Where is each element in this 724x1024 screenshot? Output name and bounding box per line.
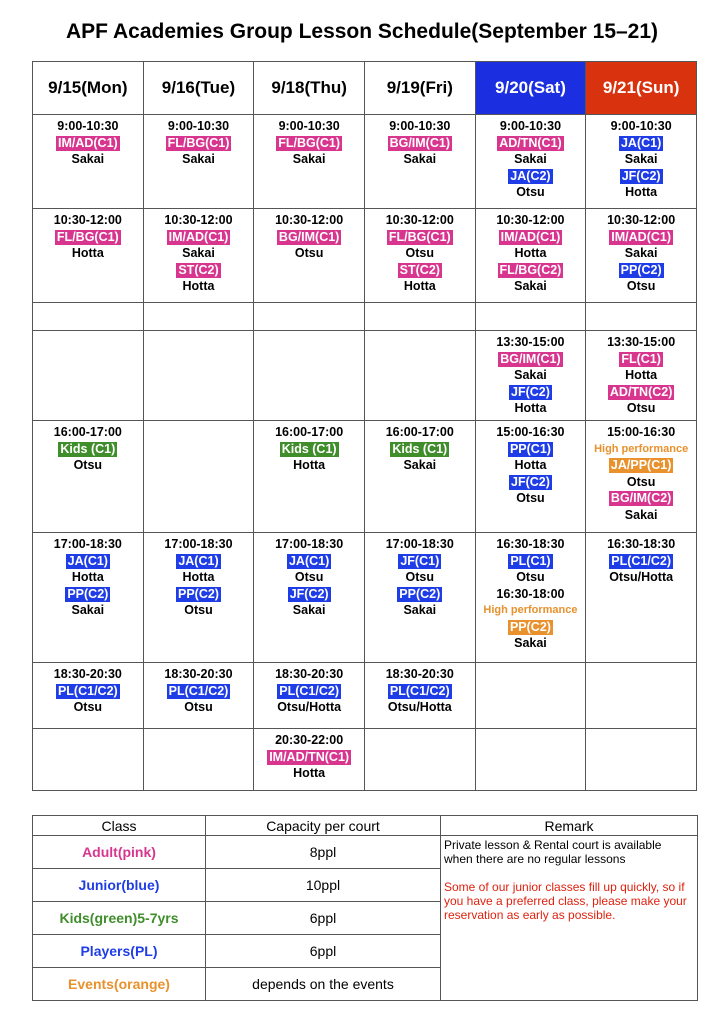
instructor-name: Otsu xyxy=(73,700,103,714)
schedule-cell xyxy=(33,115,144,209)
instructor-name: Hotta xyxy=(403,279,436,293)
class-badge: PP(C2) xyxy=(620,262,662,277)
class-badge: JF(C2) xyxy=(289,586,329,601)
legend-class: Events(orange) xyxy=(33,968,206,1001)
class-badge-row xyxy=(476,384,586,401)
lesson-time: 13:30-15:00 xyxy=(607,335,676,349)
schedule-cell xyxy=(33,209,144,303)
instructor-name: Otsu/Hotta xyxy=(387,700,452,714)
class-badge: IM/AD(C1) xyxy=(57,135,118,150)
class-badge-row xyxy=(586,384,696,401)
class-badge: PL(C1/C2) xyxy=(389,683,450,698)
class-badge-row xyxy=(254,683,364,700)
instructor-name: Otsu xyxy=(626,401,656,415)
lesson-time: 9:00-10:30 xyxy=(499,119,562,133)
instructor-name: Sakai xyxy=(514,279,547,293)
schedule-cell xyxy=(475,421,586,533)
class-badge-row xyxy=(586,135,696,152)
schedule-cell xyxy=(254,115,365,209)
class-badge-row xyxy=(476,229,586,246)
day-header: 9/15(Mon) xyxy=(33,62,144,115)
legend-remark xyxy=(441,836,698,1001)
class-badge-row xyxy=(476,351,586,368)
schedule-cell xyxy=(254,729,365,791)
class-badge: JA(C1) xyxy=(67,553,108,568)
day-header: 9/16(Tue) xyxy=(143,62,254,115)
instructor-name: Hotta xyxy=(71,246,104,260)
schedule-cell xyxy=(586,421,697,533)
legend-table xyxy=(32,815,698,1001)
instructor-name: Sakai xyxy=(403,152,437,166)
class-badge: PL(C1/C2) xyxy=(611,553,671,568)
instructor-name: Sakai xyxy=(292,152,326,166)
class-badge: IM/AD(C1) xyxy=(168,229,229,244)
class-badge-row xyxy=(476,553,586,570)
schedule-cell xyxy=(143,729,254,791)
class-badge: PL(C1) xyxy=(510,553,551,568)
instructor-name: Otsu/Hotta xyxy=(277,700,342,714)
class-badge-row xyxy=(586,351,696,368)
lesson-time: 9:00-10:30 xyxy=(167,119,230,133)
instructor-name: Hotta xyxy=(182,570,215,584)
instructor-name: Sakai xyxy=(403,458,437,472)
lesson-time: 16:30-18:30 xyxy=(496,537,565,551)
class-badge-row xyxy=(33,135,143,152)
legend-class: Adult(pink) xyxy=(33,836,206,869)
class-badge-row xyxy=(254,229,364,246)
lesson-time: 13:30-15:00 xyxy=(496,335,565,349)
class-badge: FL(C1) xyxy=(621,351,661,366)
legend-capacity: 8ppl xyxy=(206,836,441,869)
class-badge-row xyxy=(476,135,586,152)
event-note: High performance xyxy=(594,442,689,455)
lesson-time: 16:30-18:00 xyxy=(496,586,565,601)
class-badge: IM/AD(C1) xyxy=(500,229,561,244)
class-badge-row xyxy=(144,553,254,570)
class-badge: PP(C2) xyxy=(399,586,441,601)
lesson-time: 9:00-10:30 xyxy=(57,119,119,133)
instructor-name: Otsu xyxy=(405,246,435,260)
class-badge: JA(C2) xyxy=(510,168,551,183)
lesson-time: 17:00-18:30 xyxy=(385,537,454,551)
schedule-cell xyxy=(475,209,586,303)
class-badge: PL(C1/C2) xyxy=(57,683,118,698)
class-badge-row xyxy=(254,586,364,603)
lesson-time: 10:30-12:00 xyxy=(275,213,344,227)
class-badge-row xyxy=(144,135,254,152)
instructor-name: Otsu xyxy=(516,185,545,199)
instructor-name: Sakai xyxy=(624,246,658,260)
instructor-name: Otsu xyxy=(184,603,213,617)
class-badge: AD/TN(C2) xyxy=(609,384,673,399)
schedule-cell xyxy=(586,663,697,729)
class-badge: ST(C2) xyxy=(399,262,440,277)
class-badge: BG/IM(C1) xyxy=(389,135,450,150)
remark-junior-warning: Some of our junior classes fill up quickly, so if you have a preferred class, please make your reservation as early as possible. xyxy=(444,880,687,922)
class-badge: BG/IM(C1) xyxy=(278,229,340,244)
class-badge-row xyxy=(254,749,364,766)
class-badge: JA(C1) xyxy=(620,135,662,150)
legend-capacity: 10ppl xyxy=(206,869,441,902)
schedule-cell xyxy=(254,533,365,663)
schedule-row xyxy=(33,533,697,663)
class-badge: PL(C1/C2) xyxy=(279,683,339,698)
lesson-time: 10:30-12:00 xyxy=(607,213,676,227)
class-badge: FL/BG(C1) xyxy=(167,135,230,150)
instructor-name: Hotta xyxy=(514,401,547,415)
instructor-name: Otsu xyxy=(626,279,656,293)
class-badge: FL/BG(C1) xyxy=(56,229,119,244)
schedule-cell xyxy=(475,115,586,209)
class-badge: JA(C1) xyxy=(288,553,330,568)
legend-header: Class xyxy=(33,816,206,836)
class-badge: Kids (C1) xyxy=(281,441,337,456)
instructor-name: Hotta xyxy=(625,368,658,382)
schedule-cell xyxy=(143,115,254,209)
lesson-time: 16:00-17:00 xyxy=(385,425,454,439)
instructor-name: Sakai xyxy=(292,603,326,617)
class-badge: FL/BG(C2) xyxy=(499,262,562,277)
lesson-time: 18:30-20:30 xyxy=(385,667,454,681)
class-badge-row xyxy=(476,441,586,458)
schedule-cell xyxy=(364,331,475,421)
instructor-name: Sakai xyxy=(514,368,547,382)
lesson-time: 10:30-12:00 xyxy=(53,213,122,227)
class-badge-row xyxy=(144,586,254,603)
instructor-name: Otsu/Hotta xyxy=(609,570,674,584)
schedule-body xyxy=(33,115,697,791)
class-badge-row xyxy=(365,683,475,700)
class-badge-row xyxy=(254,135,364,152)
day-header-row xyxy=(33,62,697,115)
schedule-cell xyxy=(475,663,586,729)
schedule-cell xyxy=(143,421,254,533)
instructor-name: Sakai xyxy=(624,152,658,166)
instructor-name: Otsu xyxy=(294,570,324,584)
class-badge-row xyxy=(365,586,475,603)
class-badge: PP(C1) xyxy=(509,441,551,456)
lesson-time: 17:00-18:30 xyxy=(164,537,233,551)
schedule-row xyxy=(33,421,697,533)
class-badge: JF(C1) xyxy=(400,553,440,568)
lesson-time: 10:30-12:00 xyxy=(385,213,454,227)
schedule-cell xyxy=(586,729,697,791)
schedule-cell xyxy=(254,209,365,303)
legend-row xyxy=(33,836,698,869)
legend-capacity: depends on the events xyxy=(206,968,441,1001)
lesson-time: 18:30-20:30 xyxy=(164,667,233,681)
class-badge: JF(C2) xyxy=(621,168,661,183)
instructor-name: Hotta xyxy=(182,279,215,293)
class-badge: PL(C1/C2) xyxy=(168,683,229,698)
class-badge: BG/IM(C1) xyxy=(500,351,561,366)
lesson-time: 15:00-16:30 xyxy=(607,425,676,439)
lesson-time: 16:30-18:30 xyxy=(607,537,676,551)
class-badge-row xyxy=(476,262,586,279)
lesson-time: 20:30-22:00 xyxy=(275,733,344,747)
class-badge: Kids (C1) xyxy=(60,441,116,456)
schedule-row xyxy=(33,331,697,421)
instructor-name: Otsu xyxy=(626,474,656,489)
class-badge-row xyxy=(33,683,143,700)
schedule-cell xyxy=(475,303,586,331)
instructor-name: Otsu xyxy=(516,570,545,584)
schedule-row xyxy=(33,663,697,729)
day-header-saturday: 9/20(Sat) xyxy=(475,62,586,115)
lesson-time: 18:30-20:30 xyxy=(53,667,122,681)
class-badge: FL/BG(C1) xyxy=(278,135,341,150)
day-header: 9/18(Thu) xyxy=(254,62,365,115)
lesson-time: 9:00-10:30 xyxy=(610,119,672,133)
schedule-cell xyxy=(254,421,365,533)
class-badge: AD/TN(C1) xyxy=(499,135,562,150)
instructor-name: Hotta xyxy=(71,570,104,584)
schedule-cell xyxy=(33,421,144,533)
legend-header-row xyxy=(33,816,698,836)
class-badge-row xyxy=(476,474,586,491)
page-title: APF Academies Group Lesson Schedule(September 15–21) xyxy=(65,20,659,43)
schedule-cell xyxy=(475,331,586,421)
lesson-time: 10:30-12:00 xyxy=(164,213,233,227)
schedule-cell xyxy=(364,421,475,533)
class-badge: JA/PP(C1) xyxy=(610,458,672,472)
schedule-cell xyxy=(143,533,254,663)
class-badge-row xyxy=(254,441,364,458)
class-badge-row xyxy=(586,553,696,570)
lesson-time: 9:00-10:30 xyxy=(278,119,340,133)
instructor-name: Otsu xyxy=(184,700,213,714)
schedule-cell xyxy=(364,303,475,331)
schedule-cell xyxy=(475,533,586,663)
instructor-name: Hotta xyxy=(625,185,658,199)
instructor-name: Hotta xyxy=(514,458,547,472)
class-badge-row xyxy=(586,168,696,185)
remark-availability: Private lesson & Rental court is available when there are no regular lessons xyxy=(444,838,662,866)
schedule-table xyxy=(32,61,697,791)
class-badge: IM/AD(C1) xyxy=(611,229,671,244)
legend-class: Kids(green)5-7yrs xyxy=(33,902,206,935)
instructor-name: Sakai xyxy=(182,246,215,260)
schedule-cell xyxy=(586,331,697,421)
schedule-cell xyxy=(254,331,365,421)
instructor-name: Sakai xyxy=(403,603,437,617)
lesson-time: 17:00-18:30 xyxy=(53,537,122,551)
class-badge-row xyxy=(586,229,696,246)
schedule-cell xyxy=(475,729,586,791)
legend-capacity: 6ppl xyxy=(206,902,441,935)
class-badge: BG/IM(C2) xyxy=(610,491,672,505)
schedule-row xyxy=(33,729,697,791)
schedule-cell xyxy=(33,331,144,421)
schedule-row xyxy=(33,209,697,303)
class-badge-row xyxy=(144,229,254,246)
class-badge-row xyxy=(33,586,143,603)
schedule-cell xyxy=(33,533,144,663)
class-badge-row xyxy=(365,553,475,570)
lesson-time: 16:00-17:00 xyxy=(53,425,122,439)
schedule-cell xyxy=(33,729,144,791)
instructor-name: Sakai xyxy=(514,636,547,650)
class-badge-row xyxy=(254,553,364,570)
instructor-name: Otsu xyxy=(516,491,545,505)
instructor-name: Otsu xyxy=(405,570,435,584)
class-badge: JF(C2) xyxy=(511,474,550,489)
class-badge-row xyxy=(365,441,475,458)
legend-capacity: 6ppl xyxy=(206,935,441,968)
class-badge-row xyxy=(476,168,586,185)
lesson-time: 10:30-12:00 xyxy=(496,213,565,227)
class-badge: FL/BG(C1) xyxy=(388,229,451,244)
legend-class: Players(PL) xyxy=(33,935,206,968)
class-badge-row xyxy=(586,457,696,474)
class-badge-row xyxy=(144,683,254,700)
class-badge-row xyxy=(33,441,143,458)
lesson-time: 17:00-18:30 xyxy=(275,537,344,551)
instructor-name: Otsu xyxy=(73,458,103,472)
class-badge-row xyxy=(586,262,696,279)
class-badge-row xyxy=(33,553,143,570)
class-badge-row xyxy=(586,490,696,507)
day-header-sunday: 9/21(Sun) xyxy=(586,62,697,115)
schedule-cell xyxy=(364,729,475,791)
schedule-row xyxy=(33,115,697,209)
instructor-name: Sakai xyxy=(182,152,215,166)
schedule-cell xyxy=(33,663,144,729)
schedule-cell xyxy=(586,115,697,209)
class-badge-row xyxy=(33,229,143,246)
instructor-name: Sakai xyxy=(71,603,105,617)
schedule-cell xyxy=(143,303,254,331)
class-badge-row xyxy=(365,262,475,279)
instructor-name: Hotta xyxy=(293,766,326,780)
lesson-time: 9:00-10:30 xyxy=(389,119,451,133)
schedule-cell xyxy=(364,533,475,663)
class-badge: Kids (C1) xyxy=(392,441,448,456)
schedule-cell xyxy=(364,115,475,209)
class-badge-row xyxy=(476,619,586,636)
schedule-cell xyxy=(143,331,254,421)
class-badge: PP(C2) xyxy=(67,586,109,601)
class-badge: JA(C1) xyxy=(178,553,219,568)
legend-header: Remark xyxy=(441,816,698,836)
lesson-time: 18:30-20:30 xyxy=(275,667,344,681)
schedule-cell xyxy=(586,209,697,303)
schedule-cell xyxy=(254,663,365,729)
class-badge: JF(C2) xyxy=(511,384,550,399)
schedule-cell xyxy=(364,209,475,303)
legend-class: Junior(blue) xyxy=(33,869,206,902)
day-header: 9/19(Fri) xyxy=(364,62,475,115)
class-badge-row xyxy=(365,135,475,152)
class-badge-row xyxy=(365,229,475,246)
instructor-name: Sakai xyxy=(71,152,105,166)
class-badge: ST(C2) xyxy=(178,262,219,277)
schedule-cell xyxy=(33,303,144,331)
class-badge-row xyxy=(144,262,254,279)
lesson-time: 15:00-16:30 xyxy=(496,425,565,439)
instructor-name: Sakai xyxy=(514,152,547,166)
legend-header: Capacity per court xyxy=(206,816,441,836)
class-badge: PP(C2) xyxy=(177,586,219,601)
instructor-name: Hotta xyxy=(514,246,547,260)
schedule-cell xyxy=(143,209,254,303)
instructor-name: Sakai xyxy=(624,507,658,522)
schedule-cell xyxy=(254,303,365,331)
class-badge: IM/AD/TN(C1) xyxy=(269,749,350,764)
schedule-cell xyxy=(143,663,254,729)
instructor-name: Otsu xyxy=(294,246,324,260)
event-note: High performance xyxy=(483,604,578,616)
schedule-row xyxy=(33,303,697,331)
class-badge: PP(C2) xyxy=(509,619,551,634)
schedule-cell xyxy=(586,533,697,663)
instructor-name: Hotta xyxy=(293,458,326,472)
schedule-cell xyxy=(364,663,475,729)
schedule-cell xyxy=(586,303,697,331)
lesson-time: 16:00-17:00 xyxy=(275,425,344,439)
